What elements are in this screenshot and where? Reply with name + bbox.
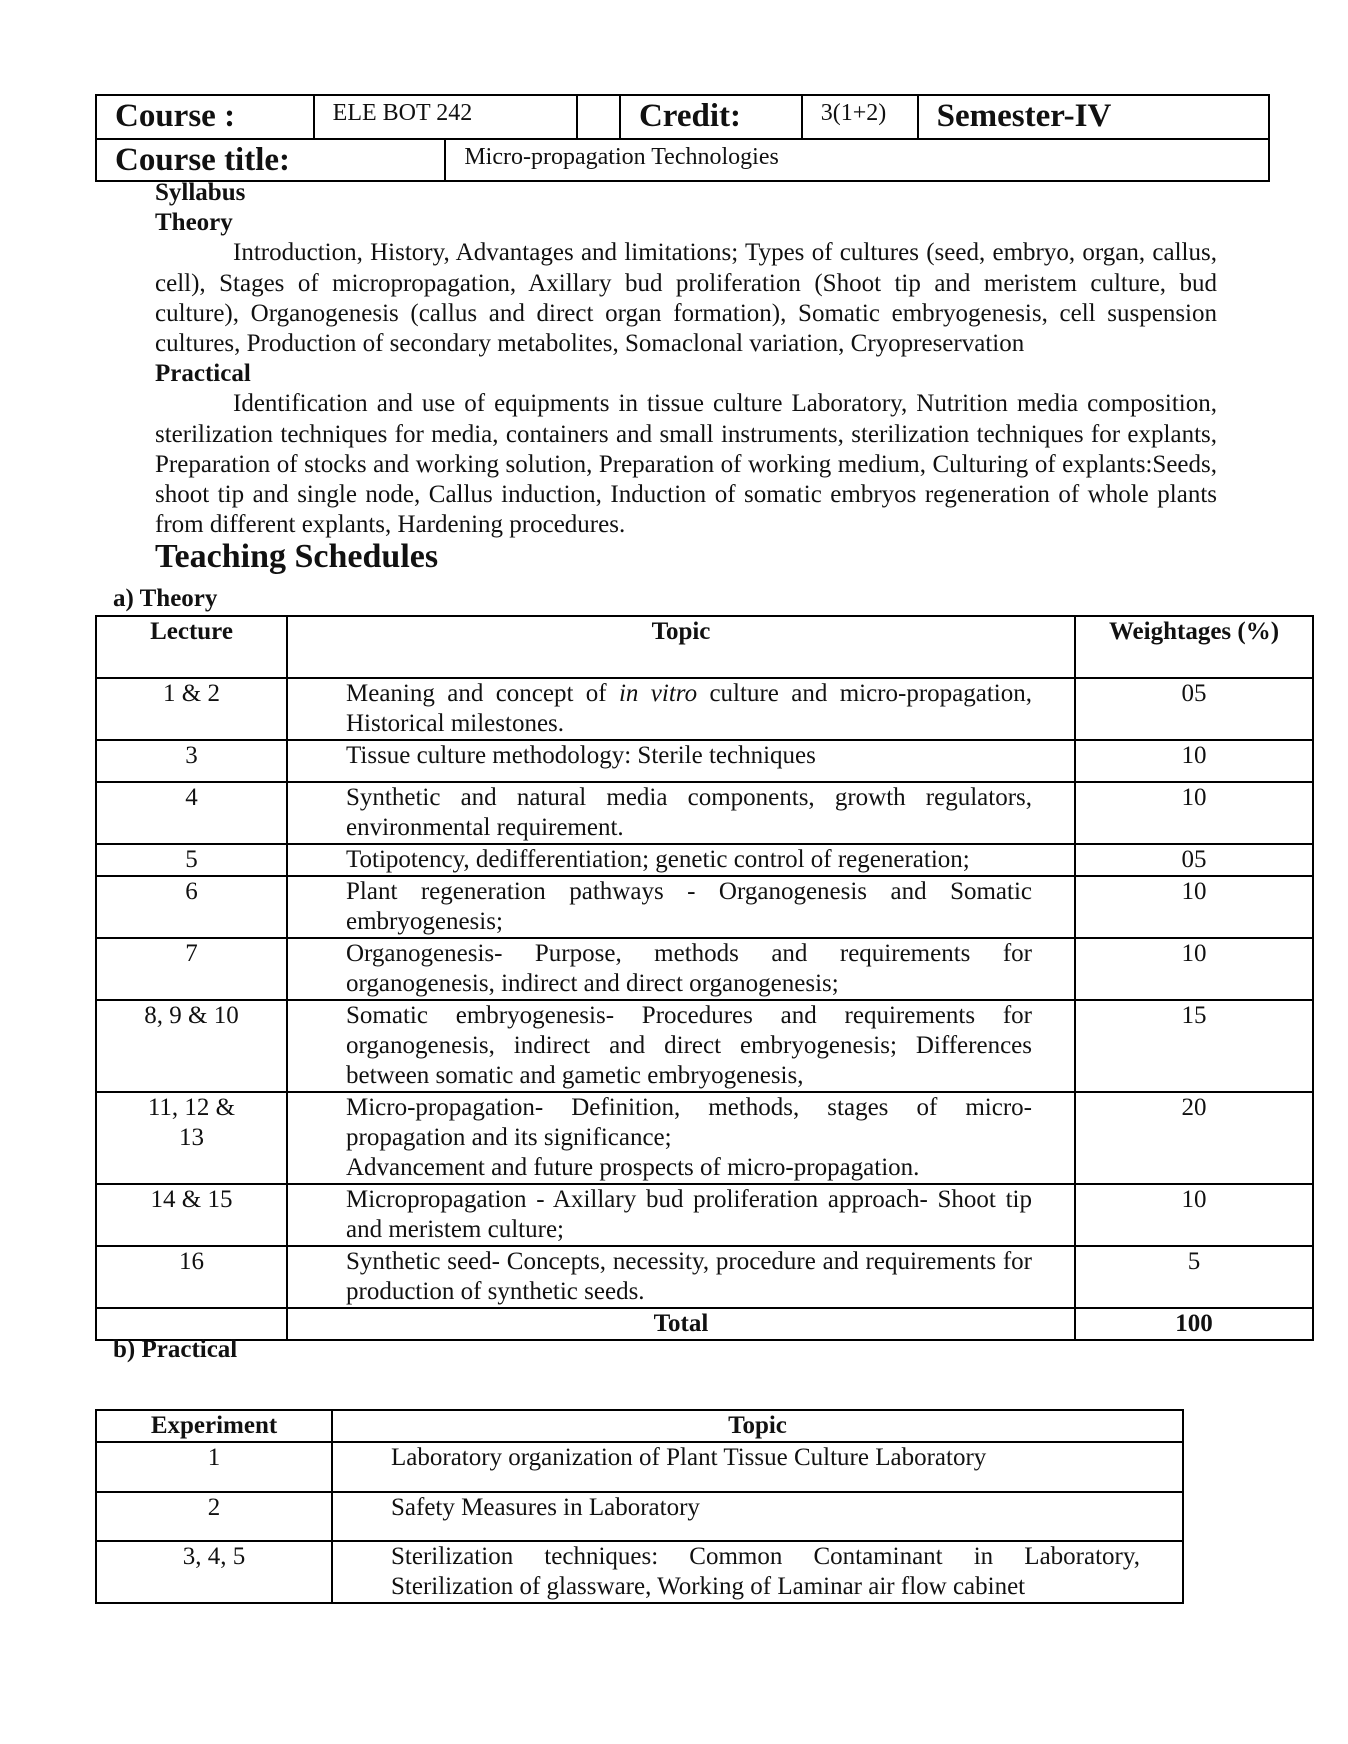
course-title-value: Micro-propagation Technologies bbox=[445, 139, 1269, 181]
weightage-cell: 5 bbox=[1075, 1246, 1313, 1308]
lecture-cell: 7 bbox=[96, 938, 287, 1000]
topic-header: Topic bbox=[332, 1410, 1183, 1442]
table-row bbox=[96, 740, 1313, 782]
syllabus-heading: Syllabus bbox=[155, 179, 246, 206]
topic-cell: Tissue culture methodology: Sterile techniques bbox=[287, 740, 1075, 782]
lecture-cell: 4 bbox=[96, 782, 287, 844]
experiment-cell: 3, 4, 5 bbox=[96, 1541, 332, 1603]
total-row bbox=[96, 1308, 1313, 1340]
weightage-cell: 05 bbox=[1075, 844, 1313, 876]
table-row bbox=[96, 1184, 1313, 1246]
lecture-cell: 11, 12 & 13 bbox=[96, 1092, 287, 1184]
table-row bbox=[96, 876, 1313, 938]
course-label: Course : bbox=[96, 95, 314, 139]
theory-schedule-table bbox=[95, 615, 1314, 1341]
topic-cell bbox=[287, 678, 1075, 740]
topic-cell: Sterilization techniques: Common Contaminant in Laboratory, Sterilization of glassware, Working of Laminar air flow cabinet bbox=[332, 1541, 1183, 1603]
lecture-cell: 1 & 2 bbox=[96, 678, 287, 740]
topic-cell: Somatic embryogenesis- Procedures and requirements for organogenesis, indirect and direct embryogenesis; Differences between somatic and gametic embryogenesis, bbox=[287, 1000, 1075, 1092]
weightage-cell: 20 bbox=[1075, 1092, 1313, 1184]
lecture-cell: 14 & 15 bbox=[96, 1184, 287, 1246]
total-label: Total bbox=[287, 1308, 1075, 1340]
table-header-row bbox=[96, 1410, 1183, 1442]
weightage-cell: 10 bbox=[1075, 876, 1313, 938]
weightage-cell: 10 bbox=[1075, 1184, 1313, 1246]
lecture-cell: 3 bbox=[96, 740, 287, 782]
table-row bbox=[96, 938, 1313, 1000]
weightage-cell: 10 bbox=[1075, 740, 1313, 782]
topic-text: Advancement and future prospects of micro-propagation. bbox=[346, 1154, 920, 1181]
experiment-cell: 2 bbox=[96, 1492, 332, 1541]
course-title-label: Course title: bbox=[96, 139, 445, 181]
credit-value: 3(1+2) bbox=[802, 95, 918, 139]
lecture-cell: 8, 9 & 10 bbox=[96, 1000, 287, 1092]
topic-cell: Totipotency, dedifferentiation; genetic control of regeneration; bbox=[287, 844, 1075, 876]
topic-text: Meaning and concept of bbox=[346, 680, 619, 707]
empty-cell bbox=[577, 95, 620, 139]
table-row bbox=[96, 1442, 1183, 1492]
weightage-cell: 10 bbox=[1075, 782, 1313, 844]
syllabus-section bbox=[155, 178, 1217, 540]
lecture-cell: 16 bbox=[96, 1246, 287, 1308]
table-row bbox=[96, 1246, 1313, 1308]
semester-label: Semester-IV bbox=[918, 95, 1269, 139]
lecture-cell: 6 bbox=[96, 876, 287, 938]
table-row bbox=[96, 782, 1313, 844]
topic-cell: Laboratory organization of Plant Tissue Culture Laboratory bbox=[332, 1442, 1183, 1492]
weightage-cell: 10 bbox=[1075, 938, 1313, 1000]
table-row bbox=[96, 1092, 1313, 1184]
practical-schedule-table bbox=[95, 1409, 1184, 1604]
topic-cell: Synthetic seed- Concepts, necessity, procedure and requirements for production of synthetic seeds. bbox=[287, 1246, 1075, 1308]
topic-cell: Micropropagation - Axillary bud proliferation approach- Shoot tip and meristem culture; bbox=[287, 1184, 1075, 1246]
weightage-cell: 15 bbox=[1075, 1000, 1313, 1092]
total-value: 100 bbox=[1075, 1308, 1313, 1340]
table-header-row bbox=[96, 616, 1313, 678]
topic-cell: Organogenesis- Purpose, methods and requirements for organogenesis, indirect and direct organogenesis; bbox=[287, 938, 1075, 1000]
syllabus-theory-text: Introduction, History, Advantages and limitations; Types of cultures (seed, embryo, organ, callus, cell), Stages of micropropagation, Axillary bud proliferation (Shoot tip and meristem culture, bud culture), Organogenesis (callus and direct organ formation), Somatic embryogenesis, cell suspension cultures, Production of secondary metabolites, Somaclonal variation, Cryopreservation bbox=[155, 239, 1217, 358]
topic-cell: Safety Measures in Laboratory bbox=[332, 1492, 1183, 1541]
table-row bbox=[96, 678, 1313, 740]
course-code: ELE BOT 242 bbox=[314, 95, 577, 139]
topic-text: Micro-propagation- Definition, methods, stages of micro-propagation and its significance; bbox=[346, 1094, 1032, 1151]
lecture-header: Lecture bbox=[96, 616, 287, 678]
course-header-table bbox=[95, 94, 1270, 182]
syllabus-theory-heading: Theory bbox=[155, 209, 233, 237]
topic-cell: Synthetic and natural media components, growth regulators, environmental requirement. bbox=[287, 782, 1075, 844]
weightage-cell: 05 bbox=[1075, 678, 1313, 740]
syllabus-practical-heading: Practical bbox=[155, 360, 251, 388]
theory-section-label: a) Theory bbox=[113, 585, 218, 612]
topic-header: Topic bbox=[287, 616, 1075, 678]
teaching-schedules-title: Teaching Schedules bbox=[155, 538, 439, 575]
table-row bbox=[96, 1000, 1313, 1092]
practical-section-label: b) Practical bbox=[113, 1336, 238, 1363]
table-row bbox=[96, 844, 1313, 876]
table-row bbox=[96, 1541, 1183, 1603]
lecture-cell: 5 bbox=[96, 844, 287, 876]
syllabus-practical-text: Identification and use of equipments in tissue culture Laboratory, Nutrition media composition, sterilization techniques for media, containers and small instruments, sterilization techniques for explants, Preparation of stocks and working solution, Preparation of working medium, Culturing of explants:Seeds, shoot tip and single node, Callus induction, Induction of somatic embryos regeneration of whole plants from different explants, Hardening procedures. bbox=[155, 390, 1217, 539]
experiment-header: Experiment bbox=[96, 1410, 332, 1442]
credit-label: Credit: bbox=[620, 95, 802, 139]
topic-cell bbox=[287, 1092, 1075, 1184]
experiment-cell: 1 bbox=[96, 1442, 332, 1492]
weightage-header: Weightages (%) bbox=[1075, 616, 1313, 678]
topic-text: culture and micro-propagation, Historical milestones. bbox=[346, 680, 1032, 737]
topic-italic-text: in vitro bbox=[618, 680, 698, 707]
table-row bbox=[96, 1492, 1183, 1541]
topic-cell: Plant regeneration pathways - Organogenesis and Somatic embryogenesis; bbox=[287, 876, 1075, 938]
